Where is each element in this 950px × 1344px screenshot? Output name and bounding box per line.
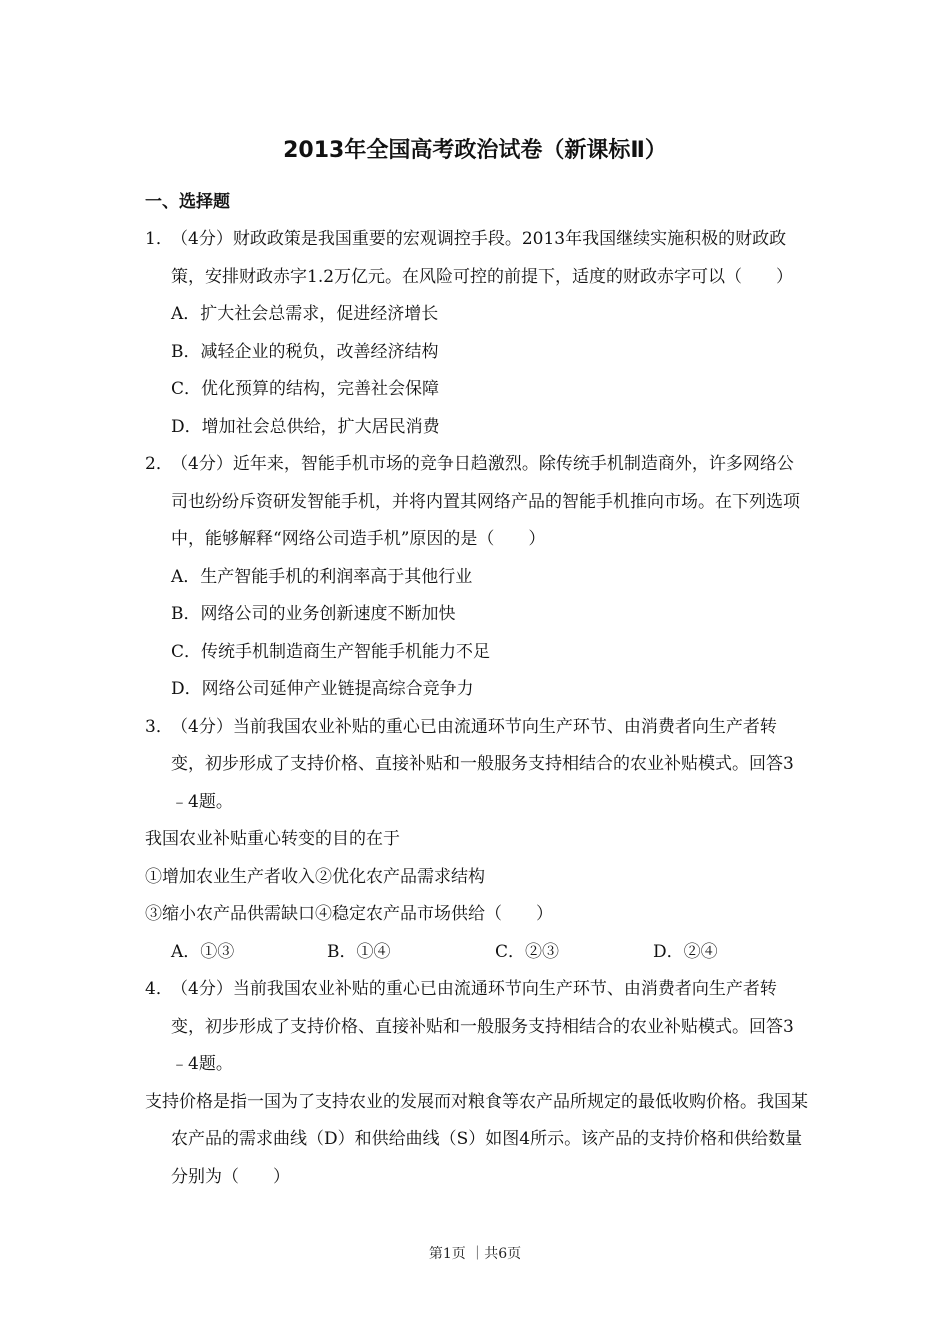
option-a: A．扩大社会总需求，促进经济增长 xyxy=(171,304,439,324)
question-number: 4． xyxy=(145,979,173,999)
inline-options xyxy=(145,934,810,972)
option-a: A．①③ xyxy=(171,941,235,962)
option-c: C．传统手机制造商生产智能手机能力不足 xyxy=(171,641,491,662)
question-number: 2． xyxy=(145,454,173,474)
page-title: 2013年全国高考政治试卷（新课标Ⅱ） xyxy=(283,138,667,163)
question-list xyxy=(145,221,810,1196)
question-4 xyxy=(145,971,810,1084)
option-a: A．生产智能手机的利润率高于其他行业 xyxy=(171,566,473,587)
statement-line: ③缩小农产品供需缺口④稳定农产品市场供给（ ） xyxy=(145,904,553,924)
option-b: B．①④ xyxy=(327,941,391,962)
question-1 xyxy=(145,221,810,296)
option-b: B．减轻企业的税负，改善经济结构 xyxy=(171,341,439,362)
question-stem: （4分）当前我国农业补贴的重心已由流通环节向生产环节、由消费者向生产者转变，初步形成了支持价格、直接补贴和一般服务支持相结合的农业补贴模式。回答3﹣4题。 xyxy=(171,979,794,1074)
question-number: 1． xyxy=(145,229,173,249)
option-b: B．网络公司的业务创新速度不断加快 xyxy=(171,604,456,624)
page-footer: 第1页 ｜共6页 xyxy=(428,1246,522,1262)
option-c: C．②③ xyxy=(495,941,560,962)
statement-line: ①增加农业生产者收入②优化农产品需求结构 xyxy=(145,866,485,887)
section-heading: 一、选择题 xyxy=(145,192,230,212)
sub-question-text: 支持价格是指一国为了支持农业的发展而对粮食等农产品所规定的最低收购价格。我国某农产品的需求曲线（D）和供给曲线（S）如图4所示。该产品的支持价格和供给数量分别为（ ） xyxy=(145,1091,808,1187)
question-stem: （4分）当前我国农业补贴的重心已由流通环节向生产环节、由消费者向生产者转变，初步形成了支持价格、直接补贴和一般服务支持相结合的农业补贴模式。回答3﹣4题。 xyxy=(171,716,794,812)
question-3 xyxy=(145,709,810,822)
question-number: 3． xyxy=(145,716,173,737)
option-c: C．优化预算的结构，完善社会保障 xyxy=(171,379,440,399)
option-d: D．增加社会总供给，扩大居民消费 xyxy=(171,416,440,437)
question-stem: （4分）财政政策是我国重要的宏观调控手段。2013年我国继续实施积极的财政政策，安排财政赤字1.2万亿元。在风险可控的前提下，适度的财政赤字可以（ ） xyxy=(171,229,794,287)
option-d: D．网络公司延伸产业链提高综合竞争力 xyxy=(171,679,474,699)
sub-question-text: 我国农业补贴重心转变的目的在于 xyxy=(145,829,400,849)
question-stem: （4分）近年来，智能手机市场的竞争日趋激烈。除传统手机制造商外，许多网络公司也纷纷斥资研发智能手机，并将内置其网络产品的智能手机推向市场。在下列选项中，能够解释“网络公司造手机”原因的是（ ） xyxy=(171,454,800,549)
option-d: D．②④ xyxy=(653,941,718,962)
question-2 xyxy=(145,446,810,559)
